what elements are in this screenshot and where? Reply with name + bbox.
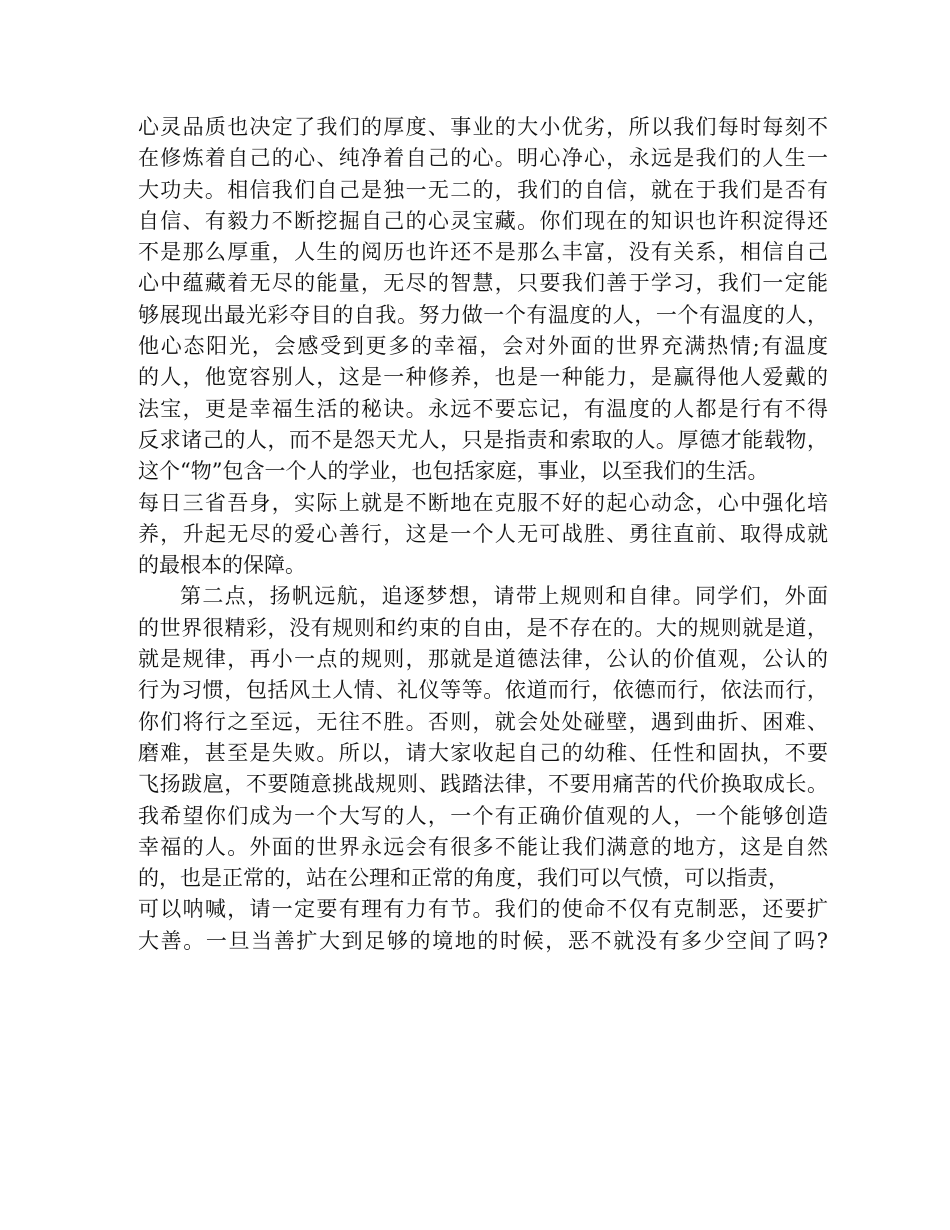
text-line: 就是规律，再小一点的规则，那就是道德法律，公认的价值观，公认的 xyxy=(138,647,828,672)
text-line: 大功夫。相信我们自己是独一无二的，我们的自信，就在于我们是否有 xyxy=(138,177,828,202)
text-line: 可以呐喊，请一定要有理有力有节。我们的使命不仅有克制恶，还要扩 xyxy=(138,897,828,922)
text-line: 的世界很精彩，没有规则和约束的自由，是不存在的。大的规则就是道， xyxy=(138,615,828,640)
text-line: 在修炼着自己的心、纯净着自己的心。明心净心，永远是我们的人生一 xyxy=(138,146,828,171)
text-line: 飞扬跋扈，不要随意挑战规则、践踏法律，不要用痛苦的代价换取成长。 xyxy=(138,772,828,797)
text-line: 自信、有毅力不断挖掘自己的心灵宝藏。你们现在的知识也许积淀得还 xyxy=(138,208,828,233)
text-line: 的，也是正常的，站在公理和正常的角度，我们可以气愤，可以指责， xyxy=(138,866,789,891)
text-line: 够展现出最光彩夺目的自我。努力做一个有温度的人，一个有温度的人， xyxy=(138,302,828,327)
text-line: 反求诸己的人，而不是怨天尤人，只是指责和索取的人。厚德才能载物， xyxy=(138,427,828,452)
text-line: 法宝，更是幸福生活的秘诀。永远不要忘记，有温度的人都是行有不得 xyxy=(138,396,828,421)
text-line: 这个“物”包含一个人的学业，也包括家庭，事业，以至我们的生活。 xyxy=(138,459,769,484)
text-line: 心中蕴藏着无尽的能量，无尽的智慧，只要我们善于学习，我们一定能 xyxy=(138,271,828,296)
text-line: 的人，他宽容别人，这是一种修养，也是一种能力，是赢得他人爱戴的 xyxy=(138,365,828,390)
body-text xyxy=(138,112,828,957)
text-line: 他心态阳光，会感受到更多的幸福，会对外面的世界充满热情;有温度 xyxy=(138,334,828,359)
paragraph-2 xyxy=(138,581,828,957)
text-line: 大善。一旦当善扩大到足够的境地的时候，恶不就没有多少空间了吗? xyxy=(138,928,828,953)
text-line: 的最根本的保障。 xyxy=(138,553,306,578)
paragraph-1 xyxy=(138,112,828,581)
text-line: 行为习惯，包括风土人情、礼仪等等。依道而行，依德而行，依法而行， xyxy=(138,678,828,703)
text-line: 我希望你们成为一个大写的人，一个有正确价值观的人，一个能够创造 xyxy=(138,803,828,828)
text-line: 不是那么厚重，人生的阅历也许还不是那么丰富，没有关系，相信自己 xyxy=(138,240,828,265)
text-line: 第二点，扬帆远航，追逐梦想，请带上规则和自律。同学们，外面 xyxy=(180,584,828,609)
text-line: 你们将行之至远，无往不胜。否则，就会处处碰壁，遇到曲折、困难、 xyxy=(138,709,828,734)
text-line: 每日三省吾身，实际上就是不断地在克服不好的起心动念，心中强化培 xyxy=(138,490,828,515)
text-line: 心灵品质也决定了我们的厚度、事业的大小优劣，所以我们每时每刻不 xyxy=(138,115,828,139)
text-line: 磨难，甚至是失败。所以，请大家收起自己的幼稚、任性和固执，不要 xyxy=(138,740,828,765)
text-line: 养，升起无尽的爱心善行，这是一个人无可战胜、勇往直前、取得成就 xyxy=(138,521,828,546)
text-line: 幸福的人。外面的世界永远会有很多不能让我们满意的地方，这是自然 xyxy=(138,834,828,859)
